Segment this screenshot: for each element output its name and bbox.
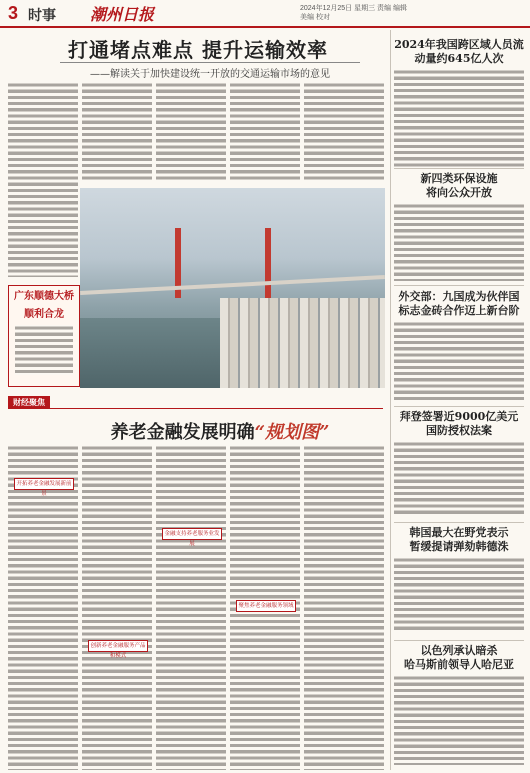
lead-headline: 打通堵点难点 提升运输效率 [68,38,328,62]
bridge-tower-right [265,228,271,298]
article2-subhead-1: 开拓养老金融发展新前景 [14,478,74,490]
right-story-1 [394,38,524,169]
lead-text-col-5 [304,82,384,182]
right-story-5-text [394,557,524,632]
right-rule-2 [394,285,524,286]
right-story-6-title-1: 以色列承认暗杀 [420,644,498,657]
article2-subhead-3: 聚焦养老金融服务领域 [236,600,296,612]
article2-col-2 [82,445,152,770]
bridge-photo [80,188,385,388]
masthead [0,0,530,28]
lead-text-col-2 [82,82,152,182]
river-shape [80,318,240,388]
right-story-6-title-2: 哈马斯前领导人哈尼亚 [404,658,514,671]
article2-headline-highlight: “规划图” [254,422,330,443]
article2-col-3 [156,445,226,770]
right-rule-4 [394,522,524,523]
lead-text-col-3 [156,82,226,182]
bridge-caption-box [8,285,80,387]
right-story-5 [394,526,524,632]
page-number: 3 [8,3,19,23]
right-story-3 [394,290,524,401]
caption-title-2: 顺利合龙 [24,309,64,320]
section-rule [8,408,383,409]
right-story-5-title-2: 暂缓提请弹劾韩德洙 [409,540,509,553]
newspaper-logo: 潮州日报 [90,5,155,24]
right-rule-1 [394,168,524,169]
right-story-4-title-1: 拜登签署近9000亿美元 [399,410,519,423]
right-story-4-title-2: 国防授权法案 [426,424,492,437]
column-divider [390,30,391,770]
right-story-6 [394,644,524,765]
right-story-6-text [394,675,524,765]
right-story-4 [394,410,524,516]
caption-title-1: 广东顺德大桥 [14,291,74,302]
article2-col-5 [304,445,384,770]
right-story-3-title-1: 外交部：九国成为伙伴国 [398,290,520,303]
masthead-info: 2024年12月25日 星期三 责编 编辑 美编 校对 [300,5,407,21]
lead-text-col-1 [8,82,78,277]
section-name: 时事 [28,7,56,23]
article2-headline [60,418,380,444]
caption-text [15,325,73,375]
article2-subhead-4: 创新养老金融服务产品和模式 [88,640,148,652]
bridge-deck [80,275,385,295]
right-story-2-text [394,203,524,281]
section-tag: 财经聚焦 [8,396,50,409]
right-story-5-title-1: 韩国最大在野党表示 [409,526,509,539]
right-story-2-title-1: 新四类环保设施 [420,172,498,185]
right-story-2-title-2: 将向公众开放 [426,186,492,199]
right-story-4-text [394,441,524,516]
right-story-1-text [394,69,524,169]
right-story-1-title: 2024年我国跨区域人员流动量约645亿人次 [394,38,524,65]
right-story-2 [394,172,524,281]
right-rule-3 [394,406,524,407]
lead-subheadline: ——解读关于加快建设统一开放的交通运输市场的意见 [60,62,360,80]
right-story-3-text [394,321,524,401]
article2-headline-text: 养老金融发展明确 [110,422,255,443]
right-story-3-title-2: 标志金砖合作迈上新台阶 [398,304,520,317]
lead-text-col-4 [230,82,300,182]
city-shape [220,298,385,388]
right-rule-5 [394,640,524,641]
article2-subhead-2: 金融支持养老服务业发展 [162,528,222,540]
